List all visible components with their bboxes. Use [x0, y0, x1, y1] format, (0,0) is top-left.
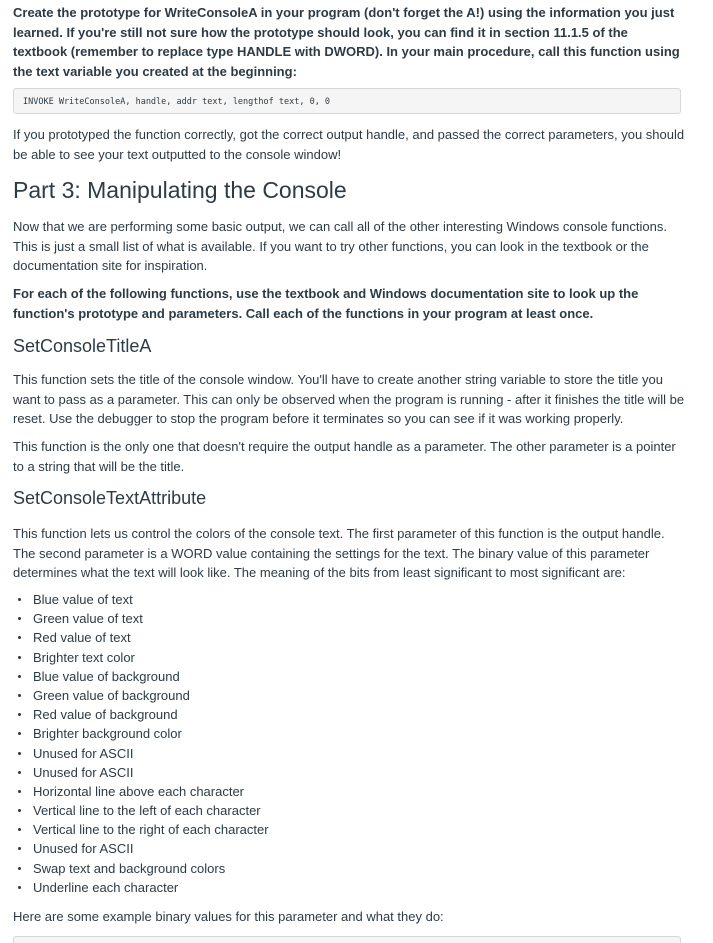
part3-intro: Now that we are performing some basic output, we can call all of the other interesting Windows console functions. This is just a small list of what is available. If you want to try other functions, you can look in the textbook or the documentation site for inspiration.	[13, 219, 667, 273]
list-item: Green value of text	[13, 609, 413, 628]
code-block-examples	[13, 936, 681, 943]
bullet-icon	[18, 598, 21, 601]
set-console-text-attribute-description: This function lets us control the colors of the console text. The first parameter of this function is the output handle. The second parameter is a WORD value containing the settings for the text. The binary value of this parameter determines what the text will look like. The meaning of the bits from least significant to most significant are:	[13, 526, 665, 580]
bullet-icon	[18, 694, 21, 697]
list-item: Vertical line to the left of each character	[13, 801, 413, 820]
bullet-icon	[18, 867, 21, 870]
list-item: Blue value of background	[13, 667, 413, 686]
intro-instructions: Create the prototype for WriteConsoleA in your program (don't forget the A!) using the information you just learned. If you're still not sure how the prototype should look, you can find it in section 11.1.5 of the textbook (remember to replace type HANDLE with DWORD). In your main procedure, call this function using the text variable you created at the beginning:	[13, 5, 680, 79]
bullet-icon	[18, 809, 21, 812]
bullet-icon	[18, 828, 21, 831]
list-item: Green value of background	[13, 686, 413, 705]
bullet-icon	[18, 752, 21, 755]
after-code-paragraph: If you prototyped the function correctly, got the correct output handle, and passed the correct parameters, you should be able to see your text outputted to the console window!	[13, 127, 685, 162]
bullet-icon	[18, 847, 21, 850]
bullet-icon	[18, 675, 21, 678]
bullet-icon	[18, 790, 21, 793]
list-item: Unused for ASCII	[13, 744, 413, 763]
list-item: Red value of text	[13, 628, 413, 647]
list-item: Vertical line to the right of each character	[13, 820, 413, 839]
list-item: Brighter text color	[13, 648, 413, 667]
bit-meaning-list	[13, 590, 413, 897]
bullet-icon	[18, 732, 21, 735]
list-item: Underline each character	[13, 878, 413, 897]
set-console-text-attribute-heading: SetConsoleTextAttribute	[13, 488, 207, 508]
set-console-title-heading: SetConsoleTitleA	[13, 336, 152, 356]
list-item: Brighter background color	[13, 724, 413, 743]
examples-intro: Here are some example binary values for this parameter and what they do:	[13, 909, 444, 924]
list-item: Blue value of text	[13, 590, 413, 609]
bullet-icon	[18, 617, 21, 620]
bullet-icon	[18, 636, 21, 639]
bullet-icon	[18, 656, 21, 659]
set-console-title-description: This function sets the title of the console window. You'll have to create another string variable to store the title you want to pass as a parameter. This can only be observed when the program is running - after it finishes the title will be reset. Use the debugger to stop the program before it terminates so you can see if it was working properly.	[13, 372, 685, 426]
list-item: Unused for ASCII	[13, 763, 413, 782]
bullet-icon	[18, 886, 21, 889]
list-item: Horizontal line above each character	[13, 782, 413, 801]
code-block-invoke: INVOKE WriteConsoleA, handle, addr text, lengthof text, 0, 0	[13, 88, 681, 114]
list-item: Swap text and background colors	[13, 859, 413, 878]
part3-heading: Part 3: Manipulating the Console	[13, 177, 347, 203]
set-console-title-note: This function is the only one that doesn't require the output handle as a parameter. The other parameter is a pointer to a string that will be the title.	[13, 439, 676, 474]
list-item: Unused for ASCII	[13, 839, 413, 858]
bullet-icon	[18, 713, 21, 716]
list-item: Red value of background	[13, 705, 413, 724]
bullet-icon	[18, 771, 21, 774]
part3-instructions: For each of the following functions, use the textbook and Windows documentation site to look up the function's prototype and parameters. Call each of the functions in your program at least once.	[13, 286, 639, 321]
